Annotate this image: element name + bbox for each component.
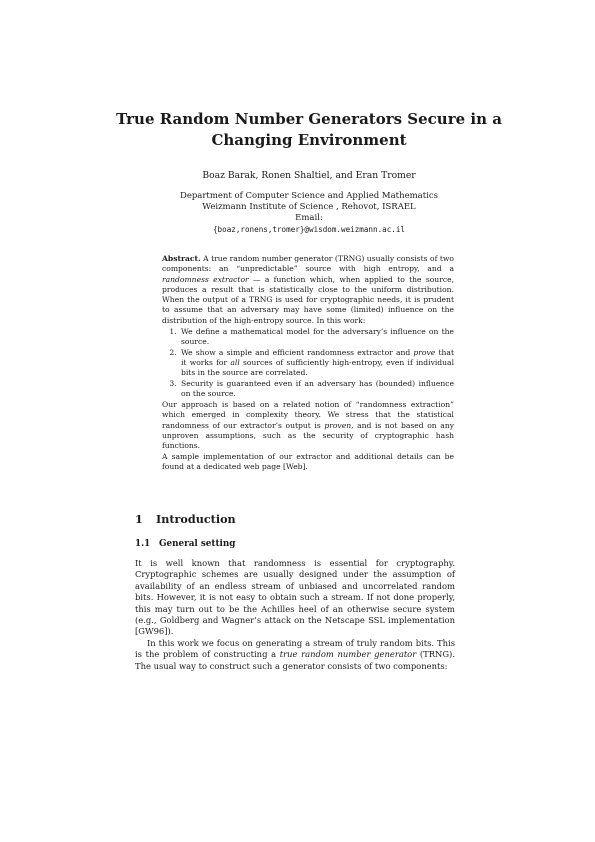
title-line-2: Changing Environment <box>211 131 407 149</box>
body-text: In this work we focus on generating a stream of truly random bits. This is the problem of constructing a <box>135 637 455 660</box>
abstract-text: , and is not based on any unproven assumptions, such as the security of cryptographic hash functions. <box>162 420 454 451</box>
abstract-text: Our approach is based on a related notion of “randomness extraction” which emerged in complexity theory. We stress that the statistical randomness of our extractor’s output is <box>162 400 454 430</box>
abstract-paragraph-2 <box>162 400 454 451</box>
abstract-paragraph-3: A sample implementation of our extractor and additional details can be found at a dedicated web page [Web]. <box>162 451 454 471</box>
subsection-heading <box>135 538 235 550</box>
item-text: We show a simple and efficient randomness extractor and <box>181 347 414 357</box>
abstract <box>162 254 454 472</box>
body-paragraph-1: It is well known that randomness is essential for cryptography. Cryptographic schemes are usually designed under the assumption of availability of an endless stream of unbiased and uncorrelated random bits. However, it is not easy to obtain such a stream. If not done properly, this may turn out to be the Achilles heel of an otherwise secure system (e.g., Goldberg and Wagner’s attack on the Netscape SSL implementation [GW96]). <box>135 558 455 637</box>
abstract-emphasis: proven <box>324 420 352 430</box>
item-text: sources of sufficiently high-entropy, even if individual bits in the source are correlated. <box>181 357 455 378</box>
affiliation-department: Department of Computer Science and Applied Mathematics <box>180 191 438 201</box>
contribution-item-2 <box>179 348 454 379</box>
affiliation-institute: Weizmann Institute of Science , Rehovot, ISRAEL <box>202 202 416 212</box>
body-paragraph-2 <box>135 638 455 672</box>
subsection-title: General setting <box>159 539 236 549</box>
contribution-list <box>162 327 454 399</box>
body-emphasis: true random number generator <box>279 649 417 660</box>
item-emphasis: prove <box>413 347 436 357</box>
abstract-paragraph-1 <box>162 254 454 326</box>
abstract-text: A true random number generator (TRNG) usually consists of two components: an “unpredictable” source with high entropy, and a <box>162 254 454 274</box>
affiliation-email-line <box>120 213 498 235</box>
email-address: {boaz,ronens,tromer}@wisdom.weizmann.ac.il <box>212 225 406 234</box>
abstract-text: — a function which, when applied to the source, produces a result that is statistically close to the uniform distribution. When the output of a TRNG is used for cryptographic needs, it is prudent to assume that an adversary may have some (limited) influence on the distribution of the high-entropy source. In this work: <box>162 274 454 325</box>
item-emphasis: all <box>230 357 240 367</box>
section-heading <box>135 512 236 526</box>
body-text: (TRNG). The usual way to construct such a generator consists of two components: <box>135 649 455 671</box>
section-body <box>135 558 455 672</box>
contribution-item-3: 3. Security is guaranteed even if an adversary has (bounded) influence on the source. <box>179 379 454 400</box>
abstract-label: Abstract. <box>162 254 201 263</box>
section-number: 1 <box>135 512 143 526</box>
title-line-1: True Random Number Generators Secure in a <box>116 110 502 128</box>
email-prefix: Email: <box>295 213 323 223</box>
section-title: Introduction <box>156 512 236 526</box>
item-text: that it works for <box>181 347 454 367</box>
subsection-number: 1.1 <box>135 539 151 549</box>
abstract-emphasis: randomness extractor <box>162 274 249 284</box>
affiliation <box>120 191 498 235</box>
paper-title <box>100 109 518 151</box>
contribution-item-1: 1. We define a mathematical model for the adversary’s influence on the source. <box>179 327 454 348</box>
author-list: Boaz Barak, Ronen Shaltiel, and Eran Tromer <box>202 170 416 181</box>
